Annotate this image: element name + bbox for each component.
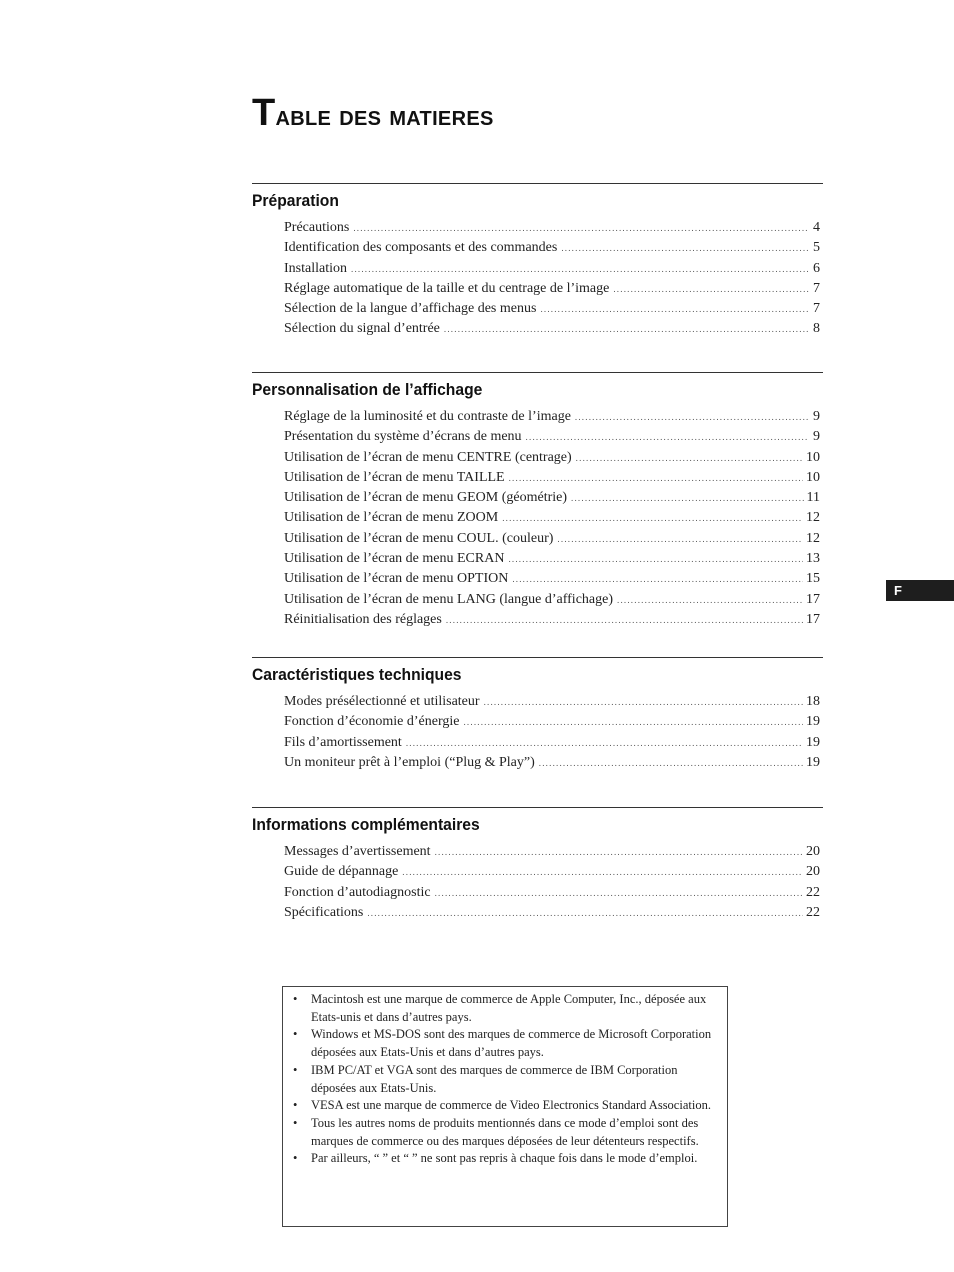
dot-leader <box>557 530 803 549</box>
toc-list <box>252 842 823 923</box>
dot-leader <box>512 570 803 589</box>
dot-leader <box>435 843 803 862</box>
toc-entry-label: Utilisation de l’écran de menu ECRAN <box>284 551 505 567</box>
dot-leader <box>575 408 809 427</box>
dot-leader <box>367 904 803 923</box>
toc-entry-label: Un moniteur prêt à l’emploi (“Plug & Play”) <box>284 754 535 770</box>
toc-entry-page: 5 <box>813 240 820 256</box>
toc-entry[interactable] <box>284 549 820 569</box>
toc-entry-page: 9 <box>813 409 820 424</box>
toc-entry-page: 4 <box>813 220 820 235</box>
title-rest: able des matieres <box>275 100 494 131</box>
toc-entry[interactable] <box>284 712 820 732</box>
dot-leader <box>508 550 803 569</box>
toc-entry-label: Utilisation de l’écran de menu OPTION <box>284 571 509 587</box>
toc-entry[interactable] <box>284 590 820 610</box>
trademark-note: • Windows et MS-DOS sont des marques de commerce de Microsoft Corporation déposées aux Etats-Unis et dans d’autres pays. <box>293 1026 713 1061</box>
toc-entry[interactable] <box>284 427 820 447</box>
toc-entry-page: 10 <box>806 449 820 465</box>
toc-entry[interactable] <box>284 448 820 468</box>
dot-leader <box>617 591 803 610</box>
dot-leader <box>353 219 809 238</box>
toc-entry-page: 19 <box>806 754 820 770</box>
toc-entry-page: 9 <box>813 429 820 445</box>
toc-entry[interactable] <box>284 610 820 630</box>
toc-entry[interactable] <box>284 508 820 528</box>
toc-entry[interactable] <box>284 733 820 753</box>
dot-leader <box>484 693 803 712</box>
toc-entry-page: 7 <box>813 280 820 296</box>
dot-leader <box>435 884 803 903</box>
toc-entry-label: Spécifications <box>284 904 364 920</box>
toc-entry-label: Réinitialisation des réglages <box>284 611 442 627</box>
toc-entry[interactable] <box>284 862 820 882</box>
toc-entry-label: Utilisation de l’écran de menu CENTRE (centrage) <box>284 449 572 465</box>
section-heading: Préparation <box>252 191 339 210</box>
section-personnalisation <box>252 372 823 630</box>
toc-entry[interactable] <box>284 279 820 299</box>
dot-leader <box>402 863 803 882</box>
toc-entry-label: Utilisation de l’écran de menu ZOOM <box>284 510 499 526</box>
section-heading: Informations complémentaires <box>252 815 480 834</box>
dot-leader <box>351 260 809 279</box>
section-heading: Personnalisation de l’affichage <box>252 380 483 399</box>
toc-entry-label: Sélection de la langue d’affichage des menus <box>284 301 537 317</box>
page-title <box>252 92 494 135</box>
toc-entry-page: 15 <box>806 571 820 587</box>
toc-entry-page: 12 <box>806 510 820 526</box>
toc-entry[interactable] <box>284 238 820 258</box>
toc-entry-label: Réglage de la luminosité et du contraste de l’image <box>284 409 571 424</box>
toc-entry-label: Sélection du signal d’entrée <box>284 321 440 337</box>
toc-entry-page: 20 <box>806 864 820 880</box>
toc-list <box>252 218 823 340</box>
dot-leader <box>613 280 809 299</box>
toc-entry-page: 20 <box>806 844 820 859</box>
toc-entry-label: Modes présélectionné et utilisateur <box>284 694 480 709</box>
dot-leader <box>406 734 803 753</box>
dot-leader <box>576 449 803 468</box>
toc-entry[interactable] <box>284 319 820 339</box>
dot-leader <box>502 509 803 528</box>
toc-entry-page: 8 <box>813 321 820 337</box>
dot-leader <box>539 754 803 773</box>
toc-entry-label: Guide de dépannage <box>284 864 399 880</box>
toc-entry-label: Fils d’amortissement <box>284 734 402 750</box>
toc-entry-page: 19 <box>806 734 820 750</box>
dot-leader <box>509 469 803 488</box>
dot-leader <box>444 320 809 339</box>
trademark-note: • IBM PC/AT et VGA sont des marques de commerce de IBM Corporation déposées aux Etats-Unis. <box>293 1062 713 1097</box>
toc-entry-label: Utilisation de l’écran de menu LANG (langue d’affichage) <box>284 591 613 607</box>
section-informations <box>252 807 823 923</box>
toc-entry-page: 10 <box>806 469 820 485</box>
toc-entry[interactable] <box>284 218 820 238</box>
toc-entry-page: 12 <box>806 530 820 546</box>
dot-leader <box>526 428 809 447</box>
toc-entry-page: 22 <box>806 884 820 900</box>
toc-entry[interactable] <box>284 692 820 712</box>
section-preparation <box>252 183 823 340</box>
trademark-list <box>293 991 713 1168</box>
trademark-note: • VESA est une marque de commerce de Video Electronics Standard Association. <box>293 1097 713 1115</box>
toc-entry-page: 19 <box>806 714 820 730</box>
toc-entry-label: Utilisation de l’écran de menu TAILLE <box>284 469 505 485</box>
dot-leader <box>446 611 803 630</box>
section-heading: Caractéristiques techniques <box>252 665 462 684</box>
toc-entry-label: Fonction d’économie d’énergie <box>284 714 460 730</box>
dot-leader <box>571 489 804 508</box>
language-tab: F <box>886 580 954 601</box>
section-divider <box>252 372 823 373</box>
toc-entry[interactable] <box>284 488 820 508</box>
toc-entry[interactable] <box>284 753 820 773</box>
toc-entry-label: Précautions <box>284 220 350 235</box>
toc-entry[interactable] <box>284 903 820 923</box>
dot-leader <box>561 239 809 258</box>
toc-entry-label: Messages d’avertissement <box>284 844 431 859</box>
toc-entry-page: 18 <box>806 694 820 709</box>
section-caracteristiques <box>252 657 823 773</box>
toc-entry-page: 17 <box>806 611 820 627</box>
section-divider <box>252 183 823 184</box>
title-initial: T <box>252 92 276 134</box>
toc-entry[interactable] <box>284 299 820 319</box>
toc-entry-page: 22 <box>806 904 820 920</box>
trademark-note: • Macintosh est une marque de commerce de Apple Computer, Inc., déposée aux Etats-unis et dans d’autres pays. <box>293 991 713 1026</box>
toc-entry[interactable] <box>284 569 820 589</box>
toc-entry[interactable] <box>284 842 820 862</box>
toc-entry-label: Installation <box>284 260 347 276</box>
toc-entry-label: Identification des composants et des commandes <box>284 240 558 256</box>
toc-entry-label: Utilisation de l’écran de menu COUL. (couleur) <box>284 530 554 546</box>
toc-entry-page: 13 <box>806 551 820 567</box>
section-divider <box>252 807 823 808</box>
section-divider <box>252 657 823 658</box>
trademark-note: • Tous les autres noms de produits mentionnés dans ce mode d’emploi sont des marques de commerce ou des marques déposées de leur détenteurs respectifs. <box>293 1115 713 1150</box>
toc-entry[interactable] <box>284 259 820 279</box>
dot-leader <box>463 713 803 732</box>
toc-entry-page: 7 <box>813 301 820 317</box>
toc-entry[interactable] <box>284 468 820 488</box>
toc-list <box>252 692 823 773</box>
toc-entry-label: Utilisation de l’écran de menu GEOM (géométrie) <box>284 490 568 506</box>
toc-entry-label: Présentation du système d’écrans de menu <box>284 429 522 445</box>
dot-leader <box>540 300 809 319</box>
toc-entry[interactable] <box>284 407 820 427</box>
trademark-notes-box <box>282 986 728 1227</box>
trademark-note: • Par ailleurs, “ ” et “ ” ne sont pas repris à chaque fois dans le mode d’emploi. <box>293 1150 713 1168</box>
toc-entry[interactable] <box>284 883 820 903</box>
toc-entry-label: Réglage automatique de la taille et du centrage de l’image <box>284 280 610 296</box>
toc-list <box>252 407 823 630</box>
toc-entry-page: 6 <box>813 260 820 276</box>
toc-entry-label: Fonction d’autodiagnostic <box>284 884 431 900</box>
toc-entry-page: 17 <box>806 591 820 607</box>
toc-entry-page: 11 <box>806 490 820 506</box>
toc-entry[interactable] <box>284 529 820 549</box>
